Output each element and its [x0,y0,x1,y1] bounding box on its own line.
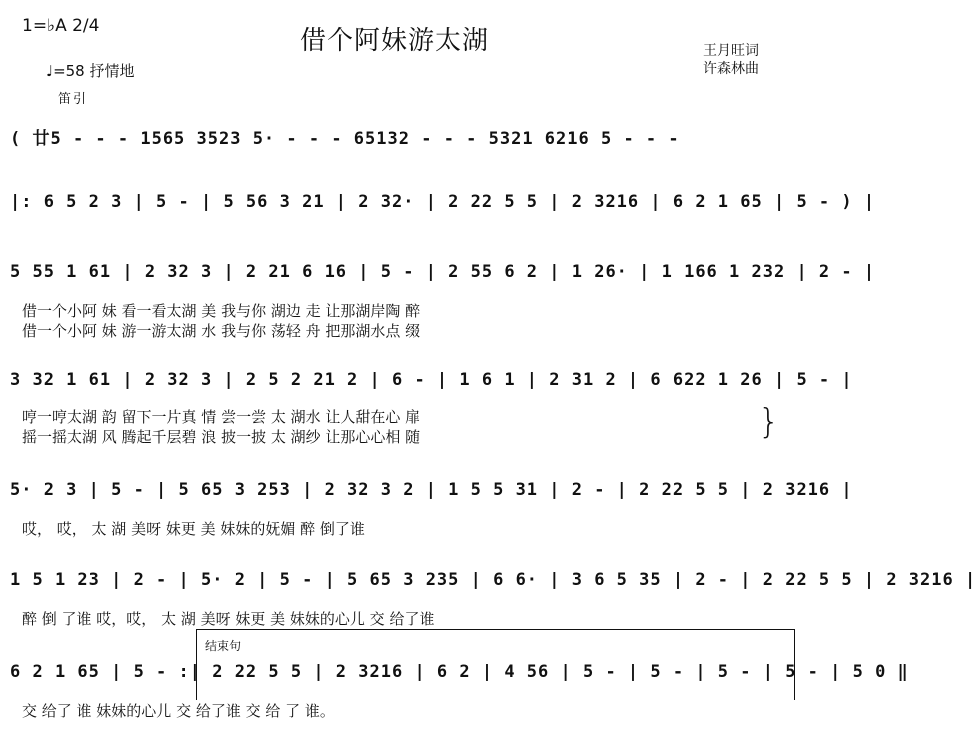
composer-credit: 许森林曲 [703,61,759,77]
intro-label: 笛引 [58,92,89,107]
score-line-7: 6 2 1 65 | 5 - :| 2 22 5 5 | 2 3216 | 6 2 | 4 56 | 5 - | 5 - | 5 - | 5 - | 5 0 ‖ [10,662,909,682]
verse-brace: } [758,402,780,442]
score-line-4: 3 32 1 61 | 2 32 3 | 2 5 2 21 2 | 6 - | 1 6 1 | 2 31 2 | 6 622 1 26 | 5 - | [10,370,853,390]
tempo-marking: ♩=58 抒情地 [46,62,135,80]
lyric-line: 借一个小阿 妹 游一游太湖 水 我与你 荡轻 舟 把那湖水点 缀 [22,322,421,340]
lyric-line: 摇一摇太湖 风 腾起千层碧 浪 披一披 太 湖纱 让那心心相 随 [22,428,421,446]
score-line-6: 1 5 1 23 | 2 - | 5· 2 | 5 - | 5 65 3 235 | 6 6· | 3 6 5 35 | 2 - | 2 22 5 5 | 2 3216 | [10,570,976,590]
score-line-2: |: 6 5 2 3 | 5 - | 5 56 3 21 | 2 32· | 2 22 5 5 | 2 3216 | 6 2 1 65 | 5 - ) | [10,192,876,212]
ending-label: 结束句 [205,639,242,653]
score-line-1: ( 廿5 - - - 1565 3523 5· - - - 65132 - - - 5321 6216 5 - - - [10,129,680,149]
score-line-3: 5 55 1 61 | 2 32 3 | 2 21 6 16 | 5 - | 2 55 6 2 | 1 26· | 1 166 1 232 | 2 - | [10,262,876,282]
lyric-line: 醉 倒 了谁 哎，哎， 太 湖 美呀 妹更 美 妹妹的心儿 交 给了谁 [22,610,435,628]
lyric-line: 交 给了 谁 妹妹的心儿 交 给了谁 交 给 了 谁。 [22,702,335,720]
lyric-line: 哼一哼太湖 韵 留下一片真 情 尝一尝 太 湖水 让人甜在心 扉 [22,408,421,426]
song-title: 借个阿妹游太湖 [300,26,490,56]
key-signature: 1=♭A 2/4 [22,16,100,36]
lyric-line: 哎， 哎， 太 湖 美呀 妹更 美 妹妹的妩媚 醉 倒了谁 [22,520,365,538]
score-line-5: 5· 2 3 | 5 - | 5 65 3 253 | 2 32 3 2 | 1 5 5 31 | 2 - | 2 22 5 5 | 2 3216 | [10,480,853,500]
lyric-line: 借一个小阿 妹 看一看太湖 美 我与你 湖边 走 让那湖岸陶 醉 [22,302,421,320]
lyricist-credit: 王月旺词 [703,43,759,59]
